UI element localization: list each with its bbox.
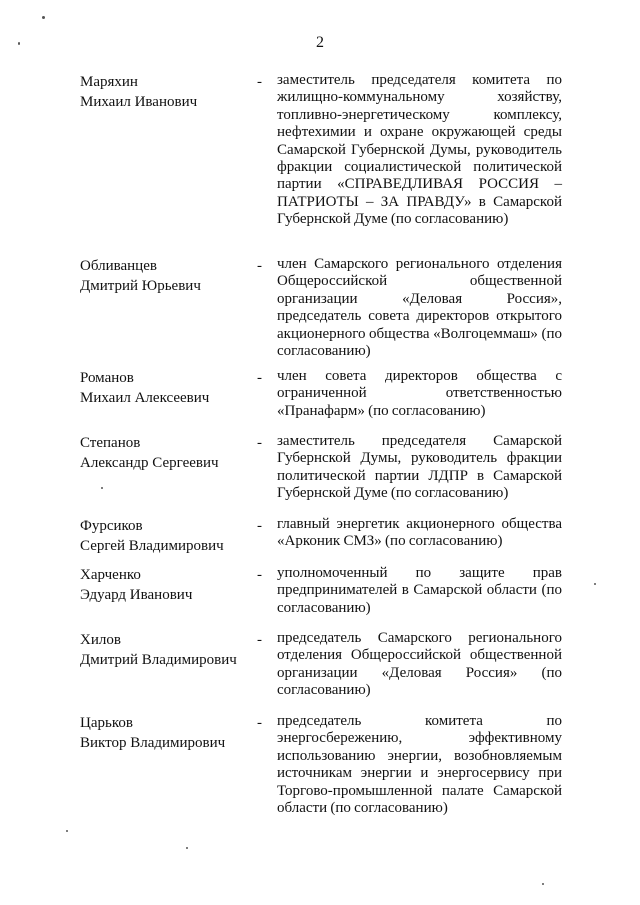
member-given-name: Виктор Владимирович — [80, 735, 226, 751]
member-role: заместитель председателя комитета по жилищно-коммунальному хозяйству, топливно-энергетическому комплексу, нефтехимии и охране окружающей среды Самарской Губернской Думы, руководитель фракции социалистической политической партии «СПРАВЕДЛИВАЯ РОССИЯ – ПАТРИОТЫ – ЗА ПРАВДУ» в Самарской Губернской Думе (по согласованию) — [277, 72, 562, 228]
separator-dash: - — [257, 74, 262, 90]
member-name — [80, 433, 250, 473]
member-given-name: Михаил Иванович — [80, 94, 198, 110]
member-surname: Фурсиков — [80, 518, 143, 534]
separator-dash: - — [257, 518, 262, 534]
scan-speck — [42, 16, 45, 19]
member-role: член совета директоров общества с ограниченной ответственностью «Пранафарм» (по согласованию) — [277, 368, 562, 419]
member-role: председатель Самарского регионального отделения Общероссийской общественной организации «Деловая Россия» (по согласованию) — [277, 630, 562, 699]
scan-speck — [542, 883, 544, 885]
separator-dash: - — [257, 567, 262, 583]
member-role: главный энергетик акционерного общества «Арконик СМЗ» (по согласованию) — [277, 516, 562, 550]
member-name — [80, 630, 250, 670]
separator-dash: - — [257, 632, 262, 648]
member-role: председатель комитета по энергосбережению, эффективному использованию энергии, возобновляемым источникам энергии и энергосервису при Торгово-промышленной палате Самарской области (по согласованию) — [277, 713, 562, 817]
separator-dash: - — [257, 370, 262, 386]
member-surname: Харченко — [80, 567, 141, 583]
member-role: заместитель председателя Самарской Губернской Думы, руководитель фракции политической партии ЛДПР в Самарской Губернской Думе (по согласованию) — [277, 433, 562, 502]
member-name — [80, 713, 250, 753]
member-surname: Маряхин — [80, 74, 138, 90]
member-name — [80, 368, 250, 408]
member-name — [80, 256, 250, 296]
member-given-name: Дмитрий Владимирович — [80, 652, 237, 668]
separator-dash: - — [257, 715, 262, 731]
page-number: 2 — [316, 34, 324, 51]
member-given-name: Александр Сергеевич — [80, 455, 219, 471]
member-surname: Царьков — [80, 715, 133, 731]
member-given-name: Эдуард Иванович — [80, 587, 193, 603]
member-role: член Самарского регионального отделения Общероссийской общественной организации «Деловая Россия», председатель совета директоров открытого акционерного общества «Волгоцеммаш» (по согласованию) — [277, 256, 562, 360]
scan-speck — [101, 487, 103, 489]
member-surname: Степанов — [80, 435, 141, 451]
member-name — [80, 516, 250, 556]
member-name — [80, 565, 250, 605]
member-given-name: Дмитрий Юрьевич — [80, 278, 201, 294]
scan-speck — [18, 42, 20, 45]
separator-dash: - — [257, 258, 262, 274]
member-name — [80, 72, 250, 112]
member-given-name: Сергей Владимирович — [80, 538, 224, 554]
scan-speck — [594, 583, 596, 585]
member-role: уполномоченный по защите прав предпринимателей в Самарской области (по согласованию) — [277, 565, 562, 616]
separator-dash: - — [257, 435, 262, 451]
member-surname: Романов — [80, 370, 134, 386]
scan-speck — [186, 847, 188, 849]
member-given-name: Михаил Алексеевич — [80, 390, 210, 406]
scan-speck — [66, 830, 68, 832]
member-surname: Обливанцев — [80, 258, 157, 274]
member-surname: Хилов — [80, 632, 121, 648]
